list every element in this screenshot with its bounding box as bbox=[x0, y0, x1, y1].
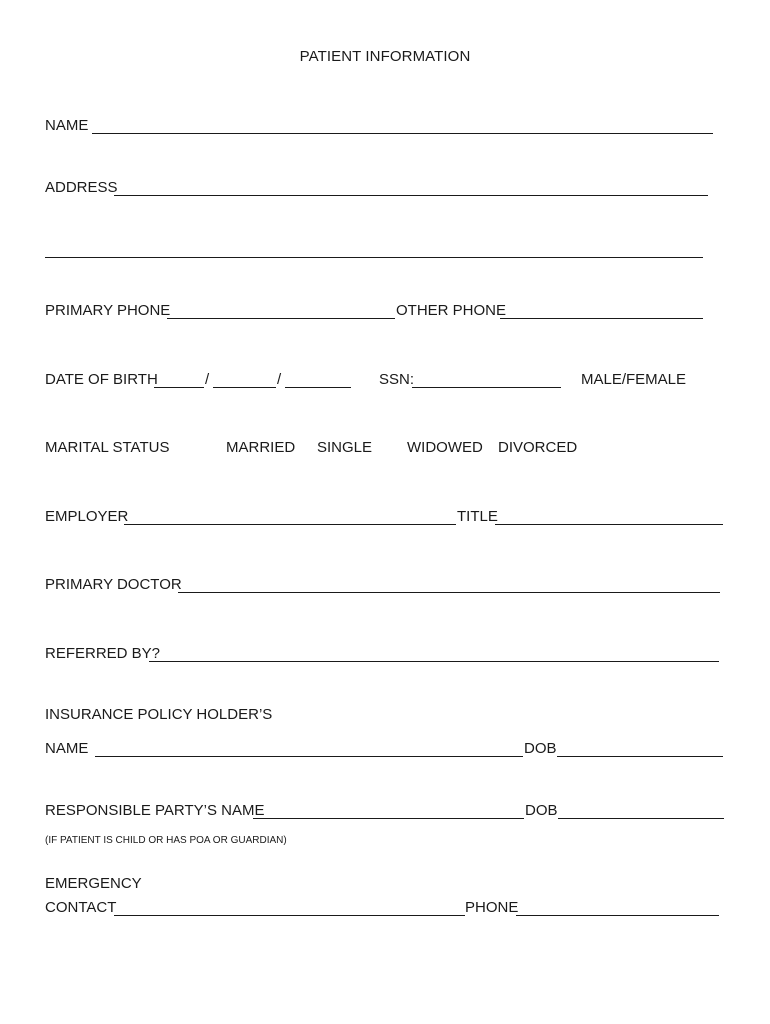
emergency-contact-input-line[interactable] bbox=[114, 915, 465, 916]
name-input-line[interactable] bbox=[92, 133, 713, 134]
holder-name-label: NAME bbox=[45, 740, 89, 757]
address-label: ADDRESS bbox=[45, 179, 118, 196]
name-row bbox=[45, 117, 735, 139]
marital-status-row bbox=[45, 439, 735, 461]
employer-input-line[interactable] bbox=[124, 524, 456, 525]
other-phone-input-line[interactable] bbox=[500, 318, 703, 319]
holder-dob-input-line[interactable] bbox=[557, 756, 723, 757]
primary-doctor-input-line[interactable] bbox=[178, 592, 720, 593]
emergency-phone-input-line[interactable] bbox=[516, 915, 719, 916]
dob-separator: / bbox=[205, 371, 210, 388]
dob-year-input-line[interactable] bbox=[285, 387, 351, 388]
insurance-holder-heading-row bbox=[45, 706, 735, 728]
primary-doctor-row bbox=[45, 576, 735, 598]
responsible-dob-input-line[interactable] bbox=[558, 818, 724, 819]
marital-option-single[interactable]: SINGLE bbox=[317, 439, 373, 456]
dob-ssn-row bbox=[45, 371, 735, 393]
referred-by-row bbox=[45, 645, 735, 667]
employer-label: EMPLOYER bbox=[45, 508, 129, 525]
job-title-label: TITLE bbox=[457, 508, 498, 525]
primary-phone-input-line[interactable] bbox=[167, 318, 395, 319]
holder-name-row bbox=[45, 740, 735, 762]
marital-option-married[interactable]: MARRIED bbox=[226, 439, 296, 456]
emergency-phone-label: PHONE bbox=[465, 899, 519, 916]
referred-by-input-line[interactable] bbox=[149, 661, 719, 662]
emergency-contact-row bbox=[45, 899, 735, 921]
address-line2-input-line[interactable] bbox=[45, 257, 703, 258]
holder-dob-label: DOB bbox=[524, 740, 557, 757]
responsible-note-row bbox=[45, 835, 735, 857]
dob-day-input-line[interactable] bbox=[213, 387, 276, 388]
date-of-birth-label: DATE OF BIRTH bbox=[45, 371, 158, 388]
responsible-party-note: (IF PATIENT IS CHILD OR HAS POA OR GUARDIAN) bbox=[45, 835, 287, 846]
sex-options[interactable]: MALE/FEMALE bbox=[581, 371, 687, 388]
emergency-contact-label: CONTACT bbox=[45, 899, 117, 916]
responsible-party-row bbox=[45, 802, 735, 824]
other-phone-label: OTHER PHONE bbox=[396, 302, 507, 319]
ssn-input-line[interactable] bbox=[412, 387, 561, 388]
ssn-label: SSN: bbox=[379, 371, 415, 388]
marital-status-label: MARITAL STATUS bbox=[45, 439, 170, 456]
referred-by-label: REFERRED BY? bbox=[45, 645, 161, 662]
dob-month-input-line[interactable] bbox=[154, 387, 204, 388]
dob-separator: / bbox=[277, 371, 282, 388]
phone-row bbox=[45, 302, 735, 324]
emergency-heading-row bbox=[45, 875, 735, 897]
name-label: NAME bbox=[45, 117, 89, 134]
holder-name-input-line[interactable] bbox=[95, 756, 523, 757]
responsible-party-label: RESPONSIBLE PARTY’S NAME bbox=[45, 802, 265, 819]
marital-option-widowed[interactable]: WIDOWED bbox=[407, 439, 483, 456]
responsible-party-input-line[interactable] bbox=[253, 818, 524, 819]
form-title: PATIENT INFORMATION bbox=[299, 48, 471, 65]
primary-phone-label: PRIMARY PHONE bbox=[45, 302, 171, 319]
address-input-line[interactable] bbox=[114, 195, 708, 196]
employer-row bbox=[45, 508, 735, 530]
insurance-holder-heading: INSURANCE POLICY HOLDER’S bbox=[45, 706, 273, 723]
responsible-dob-label: DOB bbox=[525, 802, 558, 819]
emergency-label: EMERGENCY bbox=[45, 875, 142, 892]
address-row bbox=[45, 179, 735, 201]
primary-doctor-label: PRIMARY DOCTOR bbox=[45, 576, 182, 593]
address-line2-row bbox=[45, 241, 735, 263]
marital-option-divorced[interactable]: DIVORCED bbox=[498, 439, 578, 456]
job-title-input-line[interactable] bbox=[495, 524, 723, 525]
